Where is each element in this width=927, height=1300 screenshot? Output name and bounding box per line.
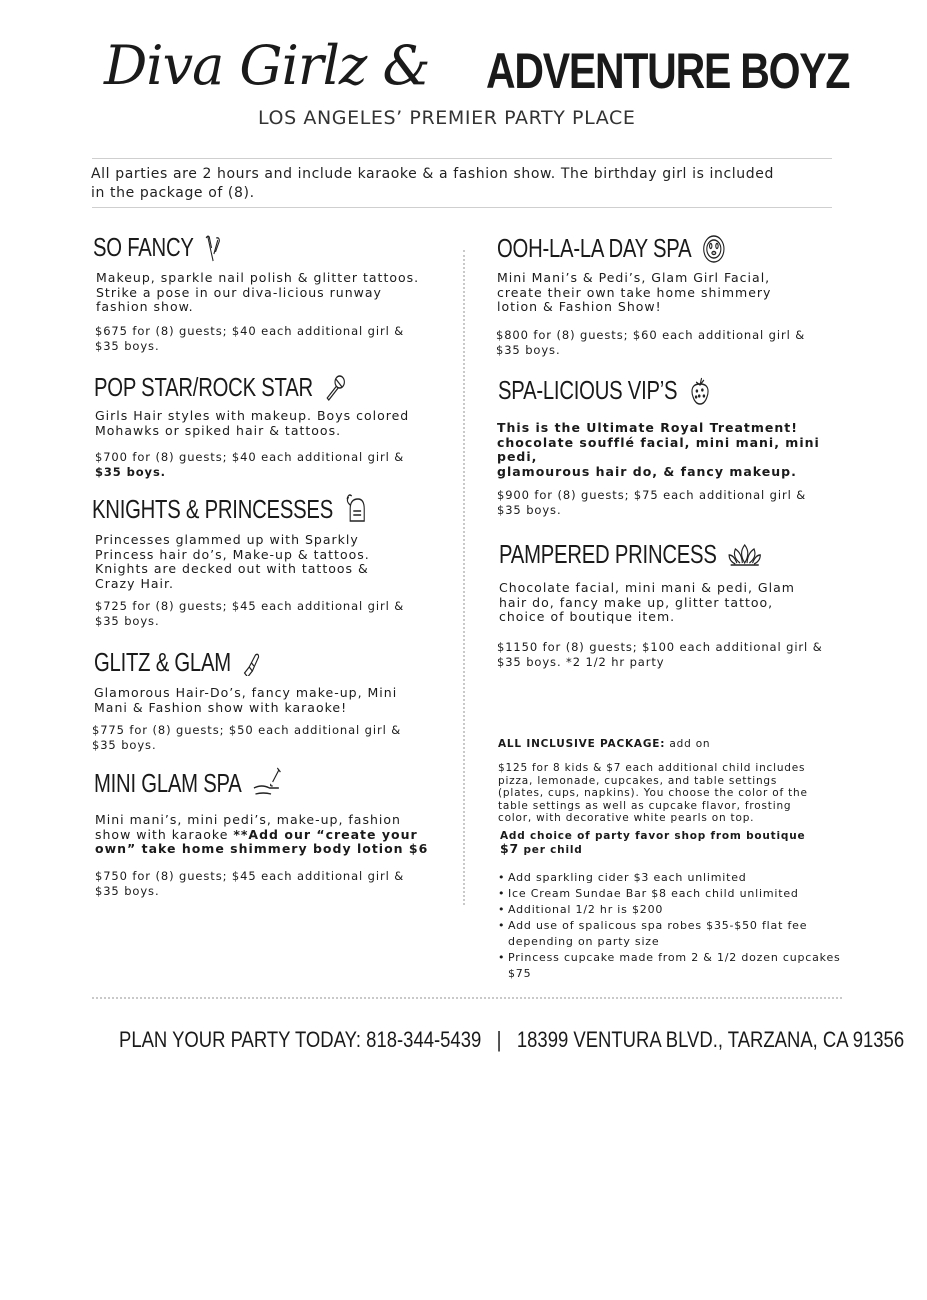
intro-text bbox=[91, 165, 851, 203]
description-bold-text: **Add our “create your bbox=[233, 826, 418, 842]
inclusive-package-heading bbox=[498, 738, 858, 751]
package-price bbox=[497, 640, 857, 669]
description-line: Chocolate facial, mini mani & pedi, Glam bbox=[499, 580, 795, 595]
price-line: $725 for (8) guests; $45 each additional girl & bbox=[95, 599, 405, 613]
price-line: $1150 for (8) guests; $100 each additional girl & bbox=[497, 640, 823, 654]
price-line: $35 boys. bbox=[95, 883, 160, 898]
package-price bbox=[497, 488, 837, 517]
description-line: This is the Ultimate Royal Treatment! bbox=[497, 420, 798, 435]
description-line: Knights are decked out with tattoos & bbox=[95, 561, 369, 576]
description-line: choice of boutique item. bbox=[499, 609, 676, 624]
lipstick-icon bbox=[242, 650, 261, 676]
list-item: • Additional 1/2 hr is $200 bbox=[498, 902, 868, 918]
description-line: Princess hair do’s, Make-up & tattoos. bbox=[95, 546, 370, 562]
list-item: • Ice Cream Sundae Bar $8 each child unlimited bbox=[498, 886, 868, 902]
strawberry-icon bbox=[688, 376, 711, 406]
party-favor-price-line bbox=[500, 840, 860, 857]
party-favor-price: $7 bbox=[500, 840, 519, 856]
lotus-icon bbox=[728, 543, 762, 567]
description-line: Mini mani’s, mini pedi’s, make-up, fashion bbox=[95, 812, 401, 827]
price-line: $800 for (8) guests; $60 each additional girl & bbox=[496, 328, 806, 342]
price-line: $35 boys. bbox=[95, 338, 160, 353]
inclusive-package-label: ALL INCLUSIVE PACKAGE: bbox=[498, 738, 666, 750]
inclusive-line: color, with decorative white pearls on top. bbox=[498, 812, 755, 824]
description-bold-line: own” take home shimmery body lotion $6 bbox=[95, 841, 429, 856]
package-price bbox=[92, 723, 442, 752]
description-line: hair do, fancy make up, glitter tattoo, bbox=[499, 594, 774, 610]
package-title: PAMPERED PRINCESS bbox=[499, 539, 717, 569]
description-line: create their own take home shimmery bbox=[497, 284, 772, 300]
list-item: • Add sparkling cider $3 each unlimited bbox=[498, 870, 868, 886]
addon-list bbox=[498, 870, 868, 982]
price-line: $35 boys. bbox=[497, 502, 562, 517]
package-knights-princesses bbox=[92, 493, 447, 525]
description-line: Mini Mani’s & Pedi’s, Glam Girl Facial, bbox=[497, 270, 771, 285]
package-price bbox=[496, 328, 836, 357]
party-favor-addon bbox=[500, 830, 860, 856]
package-price bbox=[95, 869, 445, 898]
description-line: Princesses glammed up with Sparkly bbox=[95, 532, 359, 547]
package-price bbox=[95, 599, 445, 628]
description-line: Crazy Hair. bbox=[95, 575, 174, 591]
package-so-fancy bbox=[93, 232, 258, 263]
price-line: $35 boys. bbox=[92, 737, 157, 752]
footer-contact: PLAN YOUR PARTY TODAY: 818-344-5439 | 18399 VENTURA BLVD., TARZANA, CA 91356 bbox=[119, 1027, 905, 1052]
description-line: Makeup, sparkle nail polish & glitter tattoos. bbox=[96, 270, 420, 285]
inclusive-line: $125 for 8 kids & $7 each additional child includes bbox=[498, 762, 806, 774]
package-title: OOH-LA-LA DAY SPA bbox=[497, 233, 692, 263]
inclusive-line: table settings as well as cupcake flavor, frosting bbox=[498, 799, 792, 812]
description-line: fashion show. bbox=[96, 299, 194, 314]
price-line: $675 for (8) guests; $40 each additional girl & bbox=[95, 324, 405, 338]
description-line: Girls Hair styles with makeup. Boys colored bbox=[95, 408, 410, 423]
description-line: Mani & Fashion show with karaoke! bbox=[94, 699, 348, 715]
package-mini-glam-spa bbox=[94, 766, 335, 800]
package-title: SPA-LICIOUS VIP’S bbox=[498, 375, 678, 405]
package-title: POP STAR/ROCK STAR bbox=[94, 372, 313, 402]
package-title: KNIGHTS & PRINCESSES bbox=[92, 493, 333, 524]
description-text: show with karaoke bbox=[95, 826, 234, 842]
party-favor-line: Add choice of party favor shop from boutique bbox=[500, 830, 806, 842]
price-line: $35 boys. bbox=[95, 613, 160, 628]
intro-line-2: in the package of (8). bbox=[91, 185, 255, 201]
package-description bbox=[95, 409, 445, 438]
package-description bbox=[499, 581, 839, 625]
price-line: $35 boys. *2 1/2 hr party bbox=[497, 654, 665, 669]
description-line: lotion & Fashion Show! bbox=[497, 299, 662, 314]
makeup-brush-icon bbox=[205, 234, 222, 262]
list-item: • Princess cupcake made from 2 & 1/2 dozen cupcakes $75 bbox=[498, 950, 868, 982]
nail-polish-hand-icon bbox=[253, 766, 283, 800]
price-line: $750 for (8) guests; $45 each additional girl & bbox=[95, 869, 405, 883]
package-title: MINI GLAM SPA bbox=[94, 767, 242, 798]
knight-helmet-icon bbox=[344, 493, 369, 525]
description-line bbox=[95, 828, 455, 843]
package-glitz-glam bbox=[94, 647, 308, 678]
inclusive-package-text bbox=[498, 762, 858, 825]
inclusive-line: (plates, cups, napkins). You choose the color of the bbox=[498, 787, 808, 799]
divider-intro bbox=[92, 207, 832, 208]
description-line: glamourous hair do, & fancy makeup. bbox=[497, 463, 797, 479]
logo-script-text: Diva Girlz & bbox=[104, 34, 430, 97]
footer-divider bbox=[92, 997, 842, 999]
description-line: Mohawks or spiked hair & tattoos. bbox=[95, 422, 342, 438]
tagline: LOS ANGELES’ PREMIER PARTY PLACE bbox=[258, 107, 636, 129]
price-line: $775 for (8) guests; $50 each additional girl & bbox=[92, 723, 402, 737]
description-line: Glamorous Hair-Do’s, fancy make-up, Mini bbox=[94, 685, 398, 700]
package-pampered-princess bbox=[499, 539, 836, 570]
description-line: Strike a pose in our diva-licious runway bbox=[96, 284, 382, 300]
package-price bbox=[95, 450, 445, 479]
package-ooh-la-la-day-spa bbox=[497, 233, 790, 264]
package-description bbox=[497, 421, 857, 479]
package-price bbox=[95, 324, 445, 353]
package-description bbox=[95, 813, 455, 857]
package-spa-licious-vips bbox=[498, 375, 772, 406]
package-title: SO FANCY bbox=[93, 232, 194, 262]
package-description bbox=[95, 533, 445, 591]
package-title: GLITZ & GLAM bbox=[94, 647, 231, 677]
list-item: • Add use of spalicous spa robes $35-$50 flat fee depending on party size bbox=[498, 918, 808, 950]
divider-top bbox=[92, 158, 832, 159]
description-line: chocolate soufflé facial, mini mani, mini pedi, bbox=[497, 434, 820, 464]
cucumber-slice-icon bbox=[702, 234, 725, 264]
inclusive-line: pizza, lemonade, cupcakes, and table settings bbox=[498, 774, 778, 787]
logo-block-text: ADVENTURE BOYZ bbox=[486, 43, 850, 99]
intro-line-1: All parties are 2 hours and include karaoke & a fashion show. The birthday girl is included bbox=[91, 166, 774, 182]
microphone-icon bbox=[324, 373, 347, 403]
price-line: $900 for (8) guests; $75 each additional girl & bbox=[497, 488, 807, 502]
package-description bbox=[497, 271, 837, 315]
package-description bbox=[94, 686, 444, 715]
package-description bbox=[96, 271, 446, 315]
party-favor-suffix: per child bbox=[523, 843, 583, 856]
package-pop-star-rock-star bbox=[94, 372, 419, 403]
column-divider bbox=[463, 250, 465, 905]
price-line: $700 for (8) guests; $40 each additional girl & bbox=[95, 450, 405, 464]
price-line: $35 boys. bbox=[496, 342, 561, 357]
inclusive-package-suffix: add on bbox=[665, 738, 711, 750]
price-line: $35 boys. bbox=[95, 464, 166, 479]
